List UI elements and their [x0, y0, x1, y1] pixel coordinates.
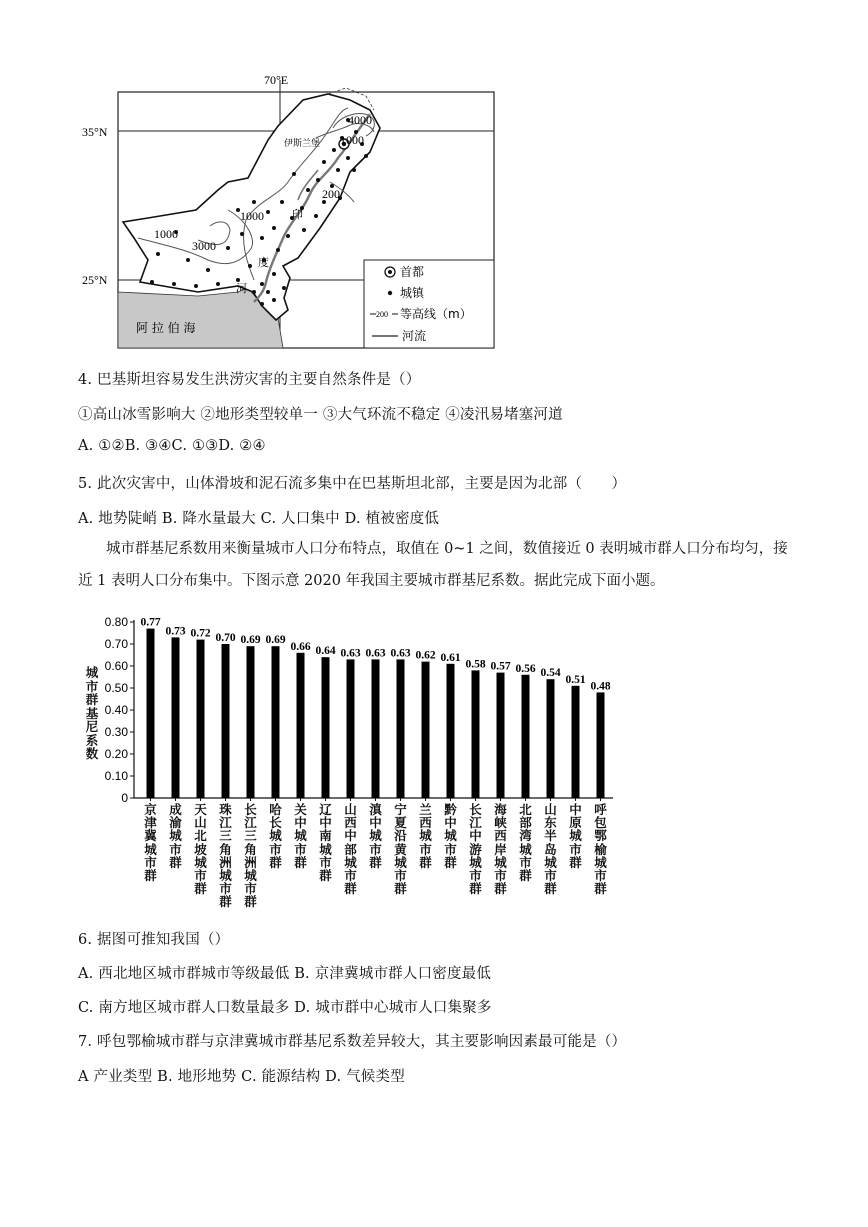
bar: [422, 662, 430, 798]
svg-text:首都: 首都: [400, 265, 425, 279]
bar: [172, 637, 180, 798]
contour-label: 4000: [348, 113, 372, 127]
svg-text:200: 200: [376, 310, 388, 319]
category-label: 滇中城市群: [369, 802, 382, 870]
category-label: 宁夏沿黄城市群: [394, 802, 407, 897]
bar-value-label: 0.72: [190, 627, 211, 640]
bar: [397, 659, 405, 798]
bar: [597, 692, 605, 798]
bar-value-label: 0.69: [240, 634, 261, 647]
category-label: 北部湾城市群: [519, 802, 532, 884]
bar: [322, 657, 330, 798]
q4-statements: ①高山冰雪影响大 ②地形类型较单一 ③大气环流不稳定 ④凌汛易堵塞河道: [78, 407, 563, 423]
bar: [222, 644, 230, 798]
bar: [197, 640, 205, 798]
bar: [347, 659, 355, 798]
y-tick-label: 0.20: [104, 747, 128, 761]
lon-label: 70°E: [264, 73, 289, 87]
q6-options-ab: A. 西北地区城市群城市等级最低 B. 京津冀城市群人口密度最低: [78, 966, 492, 982]
category-label: 长江中游城市群: [469, 802, 482, 897]
bar-value-label: 0.62: [415, 649, 436, 662]
bar-value-label: 0.61: [440, 651, 461, 664]
contour-label: 1000: [340, 133, 364, 147]
lat-top-label: 35°N: [82, 125, 108, 139]
bar: [272, 646, 280, 798]
bar-value-label: 0.69: [265, 634, 286, 647]
category-label: 成渝城市群: [169, 802, 182, 870]
category-label: 京津冀城市群: [144, 802, 157, 884]
category-label: 关中城市群: [294, 802, 307, 870]
bar-value-label: 0.63: [365, 647, 386, 660]
category-label: 兰西城市群: [419, 802, 432, 870]
y-tick-label: 0.60: [104, 659, 128, 673]
y-tick-label: 0.50: [104, 681, 128, 695]
bar-value-label: 0.58: [465, 658, 486, 671]
bar: [297, 653, 305, 798]
category-label: 长江三角洲城市群: [244, 802, 257, 910]
q6-stem: 6. 据图可推知我国（）: [78, 932, 230, 948]
contour-label: 1000: [154, 227, 178, 241]
pakistan-map: [78, 70, 498, 352]
contour-label: 3000: [192, 239, 216, 253]
bar-value-label: 0.54: [540, 667, 561, 680]
bar-value-label: 0.63: [390, 647, 411, 660]
category-label: 呼包鄂榆城市群: [594, 802, 607, 897]
y-tick-label: 0.10: [104, 769, 128, 783]
bar: [497, 673, 505, 798]
category-label: 黔中城市群: [444, 802, 457, 870]
y-tick-label: 0.70: [104, 637, 128, 651]
bar-value-label: 0.63: [340, 647, 361, 660]
bar-value-label: 0.57: [490, 660, 511, 673]
contour-label: 1000: [240, 209, 264, 223]
category-label: 辽中南城市群: [319, 802, 332, 884]
category-label: 天山北坡城市群: [194, 802, 207, 897]
bar-value-label: 0.48: [590, 680, 611, 693]
category-label: 山东半岛城市群: [544, 802, 557, 897]
map-legend: [364, 260, 494, 348]
y-axis-label: 城市群基尼系数: [85, 665, 99, 761]
svg-text:城镇: 城镇: [400, 286, 425, 300]
bar: [447, 664, 455, 798]
capital-label: 伊斯兰堡: [284, 139, 321, 149]
contour-label: 200: [322, 187, 340, 201]
gini-bar-chart: [78, 606, 638, 806]
bar-value-label: 0.51: [565, 673, 586, 686]
y-tick-label: 0.80: [104, 615, 128, 629]
bar: [572, 686, 580, 798]
river-label: 印: [292, 208, 303, 221]
river-label: 度: [258, 256, 269, 269]
bar: [547, 679, 555, 798]
y-tick-label: 0: [121, 791, 128, 805]
y-tick-label: 0.30: [104, 725, 128, 739]
q7-options: A 产业类型 B. 地形地势 C. 能源结构 D. 气候类型: [78, 1069, 405, 1085]
bar: [147, 629, 155, 798]
intro-paragraph: 城市群基尼系数用来衡量城市人口分布特点，取值在 0~1 之间，数值接近 0 表明城市群人口分布均匀，接近 1 表明人口分布集中。下图示意 2020 年我国主要城市群基尼系数。据此完成下面小题。: [78, 541, 788, 589]
svg-text:河流: 河流: [402, 329, 427, 343]
sea-label: 阿 拉 伯 海: [136, 321, 196, 335]
bar-value-label: 0.77: [140, 616, 161, 629]
river-label: 河: [236, 282, 247, 295]
bar-value-label: 0.70: [215, 632, 236, 644]
lat-bottom-label: 25°N: [82, 273, 108, 287]
bar-value-label: 0.56: [515, 662, 536, 675]
category-label: 珠江三角洲城市群: [219, 802, 232, 910]
bar: [472, 670, 480, 798]
y-tick-label: 0.40: [104, 703, 128, 717]
q7-stem: 7. 呼包鄂榆城市群与京津冀城市群基尼系数差异较大，其主要影响因素最可能是（）: [78, 1034, 627, 1050]
q5-options: A. 地势陡峭 B. 降水量最大 C. 人口集中 D. 植被密度低: [78, 511, 440, 527]
bar: [372, 659, 380, 798]
q4-stem: 4. 巴基斯坦容易发生洪涝灾害的主要自然条件是（）: [78, 372, 421, 388]
bar: [247, 646, 255, 798]
category-label: 海峡西岸城市群: [494, 802, 507, 897]
category-label: 中原城市群: [569, 802, 582, 870]
svg-text:等高线（m）: 等高线（m）: [400, 307, 472, 321]
bar-value-label: 0.66: [290, 640, 311, 653]
category-label: 山西中部城市群: [344, 802, 357, 897]
bar-value-label: 0.64: [315, 645, 336, 658]
bar-value-label: 0.73: [165, 625, 186, 638]
q4-options: A. ①②B. ③④C. ①③D. ②④: [78, 438, 266, 454]
q5-stem: 5. 此次灾害中，山体滑坡和泥石流多集中在巴基斯坦北部，主要是因为北部（ ）: [78, 476, 627, 492]
q6-options-cd: C. 南方地区城市群人口数量最多 D. 城市群中心城市人口集聚多: [78, 1000, 492, 1016]
category-label: 哈长城市群: [269, 802, 282, 870]
bar: [522, 675, 530, 798]
